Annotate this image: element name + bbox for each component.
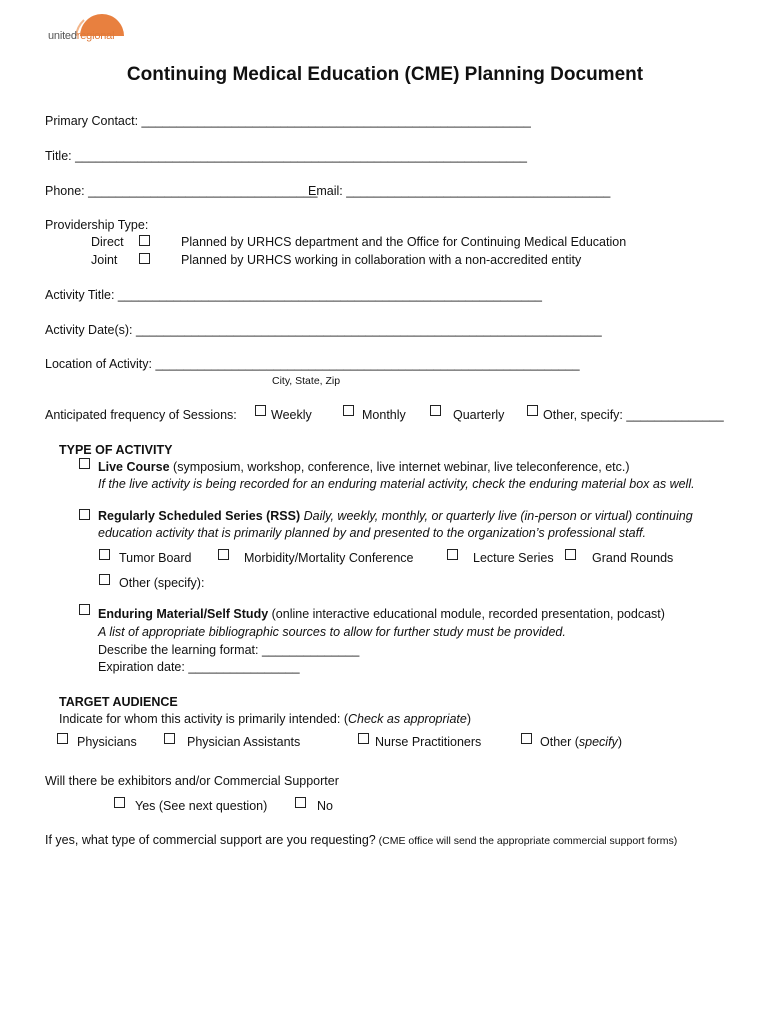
activity-dates-field[interactable]: Activity Date(s): ___________________________________________________________________ (45, 323, 602, 337)
frequency-label: Anticipated frequency of Sessions: (45, 408, 237, 422)
nurse-practitioners-checkbox[interactable] (358, 733, 369, 744)
learning-format-field[interactable]: Describe the learning format: ______________ (98, 643, 360, 657)
primary-contact-field[interactable]: Primary Contact: ________________________________________________________ (45, 114, 531, 128)
page-title: Continuing Medical Education (CME) Planning Document (126, 64, 644, 85)
physician-assistants-label: Physician Assistants (187, 735, 301, 749)
direct-description: Planned by URHCS department and the Office for Continuing Medical Education (181, 235, 627, 249)
activity-title-field[interactable]: Activity Title: _____________________________________________________________ (45, 288, 542, 302)
weekly-label: Weekly (271, 408, 312, 422)
monthly-checkbox[interactable] (343, 405, 354, 416)
enduring-material-note: A list of appropriate bibliographic sources to allow for further study must be provided. (98, 625, 566, 639)
quarterly-label: Quarterly (453, 408, 505, 422)
enduring-material-label: Enduring Material/Self Study (online interactive educational module, recorded presentation, podcast) (98, 607, 665, 621)
title-field[interactable]: Title: _________________________________________________________________ (45, 149, 527, 163)
rss-label: Regularly Scheduled Series (RSS) Daily, weekly, monthly, or quarterly live (in-person or virtual) continuing (98, 509, 693, 523)
physician-assistants-checkbox[interactable] (164, 733, 175, 744)
other-rss-checkbox[interactable] (99, 574, 110, 585)
lecture-series-label: Lecture Series (473, 551, 554, 565)
rss-checkbox[interactable] (79, 509, 90, 520)
grand-rounds-checkbox[interactable] (565, 549, 576, 560)
email-field[interactable]: Email: ______________________________________ (308, 184, 611, 198)
physicians-checkbox[interactable] (57, 733, 68, 744)
exhibitors-question: Will there be exhibitors and/or Commercial Supporter (45, 774, 339, 788)
joint-checkbox[interactable] (139, 253, 150, 264)
commercial-support-question: If yes, what type of commercial support are you requesting? (CME office will send the appropriate commercial support forms) (45, 833, 678, 847)
nurse-practitioners-label: Nurse Practitioners (375, 735, 482, 749)
mm-conference-checkbox[interactable] (218, 549, 229, 560)
other-frequency-checkbox[interactable] (527, 405, 538, 416)
phone-field[interactable]: Phone: _________________________________ (45, 184, 318, 198)
grand-rounds-label: Grand Rounds (592, 551, 674, 565)
other-audience-label: Other (specify) (540, 735, 622, 749)
expiration-date-field[interactable]: Expiration date: ________________ (98, 660, 300, 674)
lecture-series-checkbox[interactable] (447, 549, 458, 560)
physicians-label: Physicians (77, 735, 137, 749)
joint-label: Joint (91, 253, 118, 267)
tumor-board-checkbox[interactable] (99, 549, 110, 560)
target-audience-heading: TARGET AUDIENCE (59, 695, 178, 709)
exhibitors-yes-checkbox[interactable] (114, 797, 125, 808)
other-rss-label: Other (specify): (119, 576, 205, 590)
exhibitors-no-checkbox[interactable] (295, 797, 306, 808)
providership-label: Providership Type: (45, 218, 149, 232)
exhibitors-no-label: No (317, 799, 333, 813)
other-audience-checkbox[interactable] (521, 733, 532, 744)
other-frequency-label[interactable]: Other, specify: ______________ (543, 408, 724, 422)
enduring-material-checkbox[interactable] (79, 604, 90, 615)
live-course-checkbox[interactable] (79, 458, 90, 469)
direct-label: Direct (91, 235, 124, 249)
location-field[interactable]: Location of Activity: _____________________________________________________________ (45, 357, 580, 371)
quarterly-checkbox[interactable] (430, 405, 441, 416)
tumor-board-label: Tumor Board (119, 551, 192, 565)
monthly-label: Monthly (362, 408, 406, 422)
weekly-checkbox[interactable] (255, 405, 266, 416)
mm-conference-label: Morbidity/Mortality Conference (244, 551, 414, 565)
rss-description: education activity that is primarily planned by and presented to the organization’s professional staff. (98, 526, 647, 540)
logo-text: unitedregional (48, 30, 115, 42)
live-course-label: Live Course (symposium, workshop, conference, live internet webinar, live teleconference, etc.) (98, 460, 630, 474)
exhibitors-yes-label: Yes (See next question) (135, 799, 268, 813)
direct-checkbox[interactable] (139, 235, 150, 246)
location-hint: City, State, Zip (272, 375, 341, 387)
joint-description: Planned by URHCS working in collaboration with a non-accredited entity (181, 253, 582, 267)
live-course-note: If the live activity is being recorded for an enduring material activity, check the enduring material box as well. (98, 477, 695, 491)
type-of-activity-heading: TYPE OF ACTIVITY (59, 443, 173, 457)
target-audience-instruction: Indicate for whom this activity is primarily intended: (Check as appropriate) (59, 712, 471, 726)
